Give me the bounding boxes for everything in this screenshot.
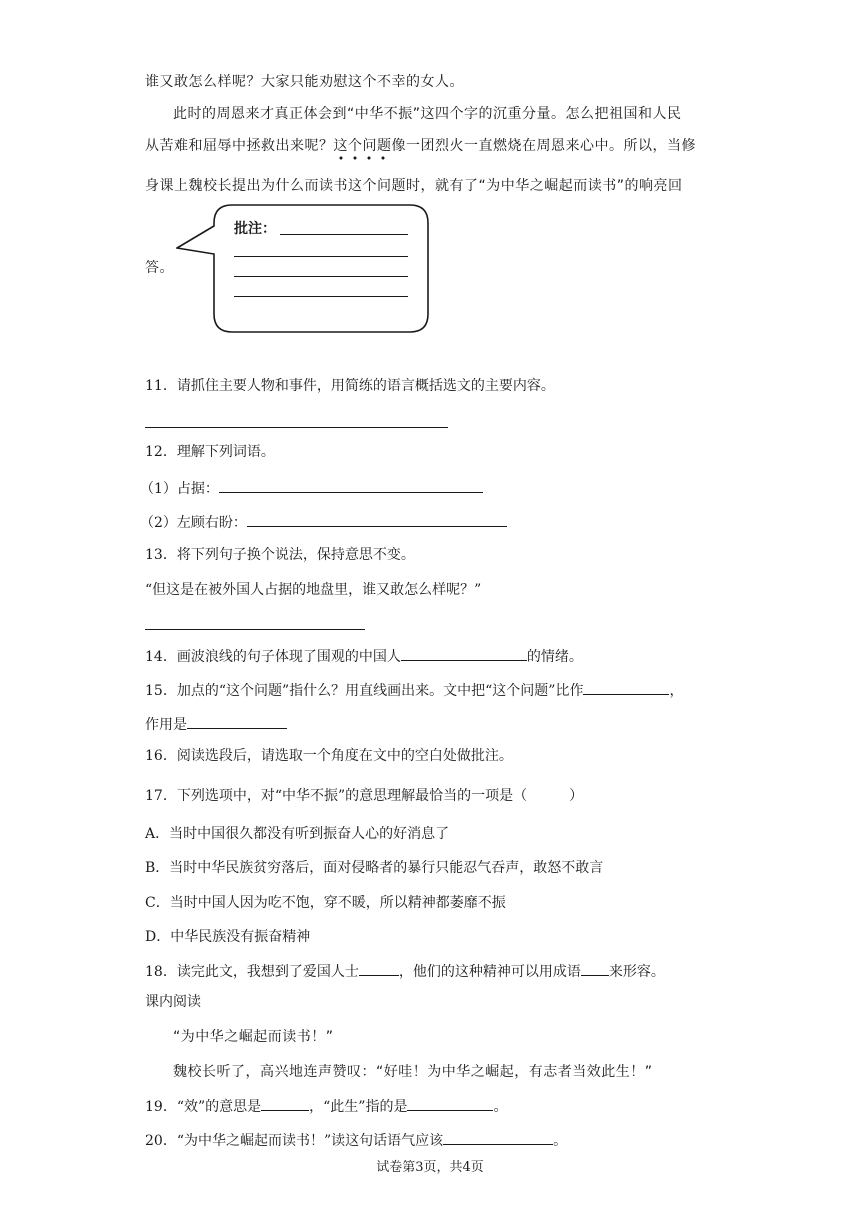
question-16: 16．阅读选段后，请选取一个角度在文中的空白处做批注。 [145, 748, 513, 764]
question-20-text-b: 。 [553, 1133, 568, 1149]
question-18 [145, 961, 665, 982]
annotation-line-2 [234, 256, 408, 257]
option-d[interactable]: D．中华民族没有振奋精神 [145, 929, 311, 945]
question-13-quote: “但这是在被外国人占据的地盘里，谁又敢怎么样呢？” [145, 582, 482, 598]
dotted-phrase: 这个问题 [333, 138, 392, 154]
question-14-text-b: 的情绪。 [526, 649, 583, 665]
question-14-text-a: 14．画波浪线的句子体现了围观的中国人 [145, 649, 401, 665]
question-20-text-a: 20．“为中华之崛起而读书！”读这句话语气应该 [145, 1133, 444, 1149]
question-18-text-a: 18．读完此文，我想到了爱国人士 [145, 964, 359, 980]
answer-blank-15-a[interactable] [583, 680, 669, 695]
answer-blank-15-b[interactable] [187, 714, 287, 729]
answer-line-13[interactable] [145, 629, 365, 630]
question-12-2 [140, 512, 507, 533]
excerpt-line-1: “为中华之崛起而读书！” [173, 1029, 334, 1045]
question-15-effect [145, 714, 287, 735]
answer-blank-14[interactable] [401, 646, 527, 661]
question-12-1 [140, 478, 483, 499]
answer-blank-12-1[interactable] [219, 478, 483, 493]
page-footer: 试卷第3页，共4页 [376, 1160, 484, 1175]
option-c[interactable]: C．当时中国人因为吃不饱，穿不暖，所以精神都萎靡不振 [145, 895, 506, 911]
annotation-line-1 [280, 234, 408, 235]
answer-line-11[interactable] [145, 427, 448, 428]
passage-line-2: 此时的周恩来才真正体会到“中华不振”这四个字的沉重分量。怎么把祖国和人民 [173, 106, 682, 122]
passage-line-1: 谁又敢怎么样呢？大家只能劝慰这个不幸的女人。 [145, 74, 464, 90]
passage-line-3-pre: 从苦难和屈辱中拯救出来呢？ [145, 138, 334, 154]
annotation-line-3 [234, 276, 408, 277]
excerpt-line-2: 魏校长听了，高兴地连声赞叹：“好哇！为中华之崛起，有志者当效此生！” [173, 1064, 653, 1080]
question-20 [145, 1130, 567, 1151]
section-heading: 课内阅读 [145, 994, 201, 1010]
option-b[interactable]: B．当时中华民族贫穷落后，面对侵略者的暴行只能忍气吞声，敢怒不敢言 [145, 860, 604, 876]
question-19-text-b: ，“此生”指的是 [309, 1099, 408, 1115]
question-12: 12．理解下列词语。 [145, 444, 275, 460]
question-19-text-c: 。 [493, 1099, 508, 1115]
passage-line-4: 身课上魏校长提出为什么而读书这个问题时，就有了“为中华之崛起而读书”的响亮回 [145, 178, 683, 194]
question-14 [145, 646, 583, 667]
question-12-2-label: （2）左顾右盼： [140, 515, 247, 531]
question-15 [145, 680, 683, 701]
annotation-line-4 [234, 296, 408, 297]
passage-line-5: 答。 [145, 260, 174, 276]
passage-line-3-post: 像一团烈火一直燃烧在周恩来心中。所以，当修 [391, 138, 696, 154]
answer-blank-18-b[interactable] [581, 961, 609, 976]
question-15-text-b: ， [669, 683, 684, 699]
passage-line-3 [145, 136, 696, 156]
question-18-text-c: 来形容。 [608, 964, 665, 980]
answer-blank-18-a[interactable] [359, 961, 399, 976]
answer-blank-19-a[interactable] [261, 1096, 309, 1111]
question-15-text-c: 作用是 [145, 717, 187, 733]
question-18-text-b: ，他们的这种精神可以用成语 [398, 964, 581, 980]
option-a[interactable]: A．当时中国很久都没有听到振奋人心的好消息了 [145, 826, 450, 842]
annotation-box[interactable] [176, 204, 430, 340]
question-15-text-a: 15．加点的“这个问题”指什么？用直线画出来。文中把“这个问题”比作 [145, 683, 584, 699]
answer-blank-12-2[interactable] [247, 512, 507, 527]
question-19-text-a: 19．“效”的意思是 [145, 1099, 262, 1115]
question-19 [145, 1096, 507, 1117]
question-13: 13．将下列句子换个说法，保持意思不变。 [145, 547, 415, 563]
answer-blank-20[interactable] [443, 1130, 553, 1145]
answer-blank-19-b[interactable] [407, 1096, 493, 1111]
question-11: 11．请抓住主要人物和事件，用简练的语言概括选文的主要内容。 [145, 378, 555, 394]
annotation-label: 批注： [234, 221, 276, 237]
question-12-1-label: （1）占据： [140, 481, 219, 497]
speech-bubble-icon [176, 204, 430, 336]
question-17: 17．下列选项中，对“中华不振”的意思理解最恰当的一项是（ ） [145, 788, 584, 804]
